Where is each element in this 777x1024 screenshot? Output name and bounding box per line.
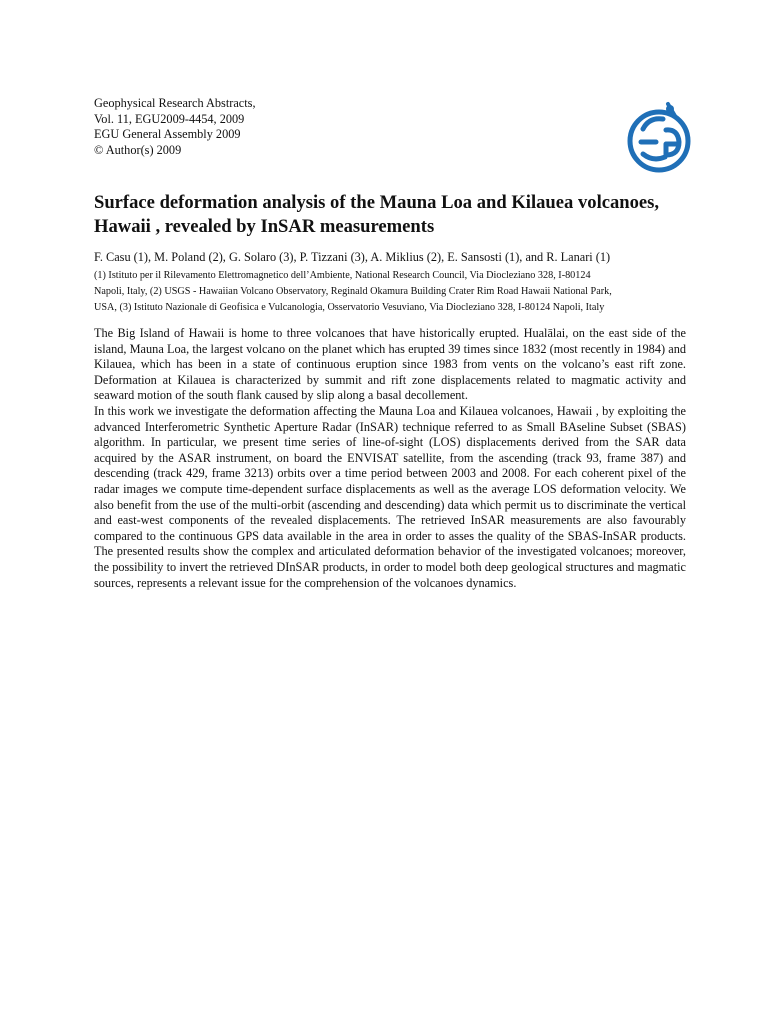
author-affiliations [94, 268, 694, 317]
journal-name: Geophysical Research Abstracts, [94, 96, 256, 110]
affiliation-line-2: Napoli, Italy, (2) USGS - Hawaiian Volcano Observatory, Reginald Okamura Building Crater Rim Road Hawaii National Park, [94, 286, 612, 298]
volume-info: Vol. 11, EGU2009-4454, 2009 [94, 111, 245, 126]
affiliation-line-3: USA, (3) Istituto Nazionale di Geofisica e Vulcanologia, Osservatorio Vesuviano, Via Diocleziano 328, I-80124 Napoli, Italy [94, 302, 605, 314]
abstract-paragraph-1: The Big Island of Hawaii is home to three volcanoes that have historically erupted. Hualālai, on the east side of the island, Mauna Loa, the largest volcano on the planet which has erupted 39 times since 1832 (most recently in 1984) and Kilauea, which has been in a state of continuous eruption since 1983 from vents on the volcano’s east rift zone. Deformation at Kilauea is characterized by summit and rift zone displacements related to magmatic activity and seaward motion of the south flank caused by slip along a basal decollement. [94, 326, 686, 403]
assembly-info: EGU General Assembly 2009 [94, 127, 241, 142]
affiliation-line-1: (1) Istituto per il Rilevamento Elettromagnetico dell’Ambiente, National Research Council, Via Diocleziano 328, I-80124 [94, 270, 591, 281]
paper-title [94, 191, 694, 238]
publication-info [94, 96, 256, 158]
paper-title-line-2: Hawaii , revealed by InSAR measurements [94, 215, 435, 237]
egu-logo [625, 99, 695, 175]
copyright-notice: © Author(s) 2009 [94, 142, 182, 157]
abstract-paragraph-2: In this work we investigate the deformation affecting the Mauna Loa and Kilauea volcanoes, Hawaii , by exploiting the advanced Interferometric Synthetic Aperture Radar (InSAR) technique referred to as Small BAseline Subset (SBAS) algorithm. In particular, we present time series of line-of-sight (LOS) displacements derived from the SAR data acquired by the ASAR instrument, on board the ENVISAT satellite, from the ascending (track 93, frame 387) and descending (track 429, frame 3213) orbits over a time period between 2003 and 2008. For each coherent pixel of the radar images we compute time-dependent surface displacements as well as the average LOS deformation velocity. We also benefit from the use of the multi-orbit (ascending and descending) data which permit us to discriminate the vertical and east-west components of the revealed displacements. The retrieved InSAR measurements are also favourably compared to the continuous GPS data available in the area in order to asses the quality of the SBAS-InSAR products. The presented results show the complex and articulated deformation behavior of the investigated volcanoes; moreover, the possibility to invert the retrieved DInSAR products, in order to model both deep geological structures and magmatic sources, represents a relevant issue for the comprehension of the volcanoes dynamics. [94, 403, 686, 590]
paper-title-line-1: Surface deformation analysis of the Mauna Loa and Kilauea volcanoes, [94, 192, 660, 213]
abstract-body [94, 326, 686, 591]
author-list: F. Casu (1), M. Poland (2), G. Solaro (3), P. Tizzani (3), A. Miklius (2), E. Sansosti (1), and R. Lanari (1) [94, 250, 611, 264]
